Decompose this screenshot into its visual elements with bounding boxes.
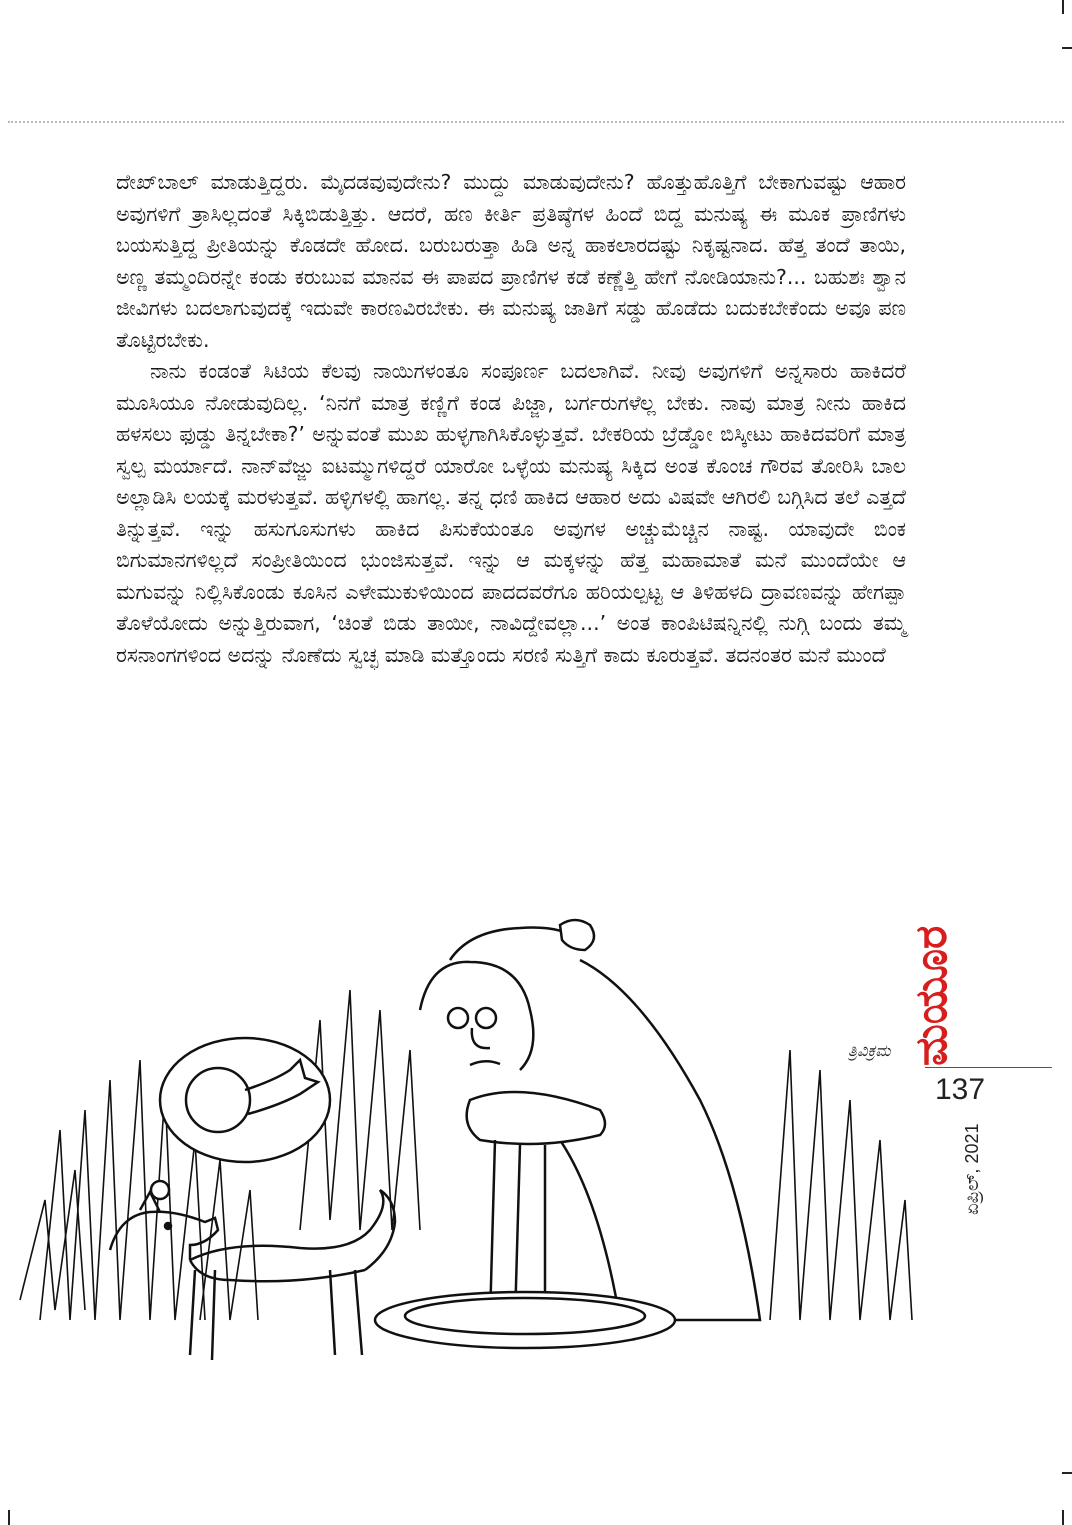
article-paragraph-1: ದೇಖ್‌ಬಾಲ್ ಮಾಡುತ್ತಿದ್ದರು. ಮೈದಡವುವುದೇನು? ಮುದ್ದು ಮಾಡುವುದೇನು? ಹೊತ್ತುಹೊತ್ತಿಗೆ ಬೇಕಾಗುವಷ್ಟು ಆಹಾರ ಅವುಗಳಿಗೆ ತ್ರಾಸಿಲ್ಲದಂತೆ ಸಿಕ್ಕಿಬಿಡುತ್ತಿತ್ತು. ಆದರೆ, ಹಣ ಕೀರ್ತಿ ಪ್ರತಿಷ್ಠೆಗಳ ಹಿಂದೆ ಬಿದ್ದ ಮನುಷ್ಯ ಈ ಮೂಕ ಪ್ರಾಣಿಗಳು ಬಯಸುತ್ತಿದ್ದ ಪ್ರೀತಿಯನ್ನು ಕೊಡದೇ ಹೋದ. ಬರುಬರುತ್ತಾ ಹಿಡಿ ಅನ್ನ ಹಾಕಲಾರದಷ್ಟು ನಿಕೃಷ್ಟನಾದ. ಹೆತ್ತ ತಂದೆ ತಾಯಿ, ಅಣ್ಣ ತಮ್ಮಂದಿರನ್ನೇ ಕಂಡು ಕರುಬುವ ಮಾನವ ಈ ಪಾಪದ ಪ್ರಾಣಿಗಳ ಕಡೆ ಕಣ್ಣೆತ್ತಿ ಹೇಗೆ ನೋಡಿಯಾನು?... ಬಹುಶಃ ಶ್ವಾನ ಜೀವಿಗಳು ಬದಲಾಗುವುದಕ್ಕೆ ಇದುವೇ ಕಾರಣವಿರಬೇಕು. ಈ ಮನುಷ್ಯ ಜಾತಿಗೆ ಸಡ್ಡು ಹೊಡೆದು ಬದುಕಬೇಕೆಂದು ಅವೂ ಪಣ ತೊಟ್ಟಿರಬೇಕು.: [116, 170, 906, 352]
article-body: [116, 167, 906, 671]
magazine-title: ಮಯೂರ: [906, 925, 957, 1066]
crop-mark-bottom-right: [1062, 1510, 1064, 1525]
issue-date: ಏಪ್ರಿಲ್, 2021: [962, 1123, 982, 1215]
crop-mark-top-right: [1062, 0, 1064, 14]
crop-mark-right-lower: [1062, 1472, 1072, 1474]
plate: [375, 1292, 675, 1348]
crop-mark-right-upper: [1062, 47, 1072, 49]
crop-mark-bottom-left: [8, 1510, 10, 1525]
page-number: 137: [935, 1073, 986, 1106]
article-paragraph-2: ನಾನು ಕಂಡಂತೆ ಸಿಟಿಯ ಕೆಲವು ನಾಯಿಗಳಂತೂ ಸಂಪೂರ್ಣ ಬದಲಾಗಿವೆ. ನೀವು ಅವುಗಳಿಗೆ ಅನ್ನಸಾರು ಹಾಕಿದರೆ ಮೂಸಿಯೂ ನೋಡುವುದಿಲ್ಲ. ‘ನಿನಗೆ ಮಾತ್ರ ಕಣ್ಣಿಗೆ ಕಂಡ ಪಿಜ್ಜಾ, ಬರ್ಗರುಗಳೆಲ್ಲ ಬೇಕು. ನಾವು ಮಾತ್ರ ನೀನು ಹಾಕಿದ ಹಳಸಲು ಫುಡ್ಡು ತಿನ್ನಬೇಕಾ?’ ಅನ್ನುವಂತೆ ಮುಖ ಹುಳ್ಳಗಾಗಿಸಿಕೊಳ್ಳುತ್ತವೆ. ಬೇಕರಿಯ ಬ್ರೆಡ್ಡೋ ಬಿಸ್ಕೀಟು ಹಾಕಿದವರಿಗೆ ಮಾತ್ರ ಸ್ವಲ್ಪ ಮರ್ಯಾದೆ. ನಾನ್‌ವೆಜ್ಜು ಐಟಮ್ಮುಗಳಿದ್ದರೆ ಯಾರೋ ಒಳ್ಳೆಯ ಮನುಷ್ಯ ಸಿಕ್ಕಿದ ಅಂತ ಕೊಂಚ ಗೌರವ ತೋರಿಸಿ ಬಾಲ ಅಲ್ಲಾಡಿಸಿ ಲಯಕ್ಕೆ ಮರಳುತ್ತವೆ. ಹಳ್ಳಿಗಳಲ್ಲಿ ಹಾಗಲ್ಲ. ತನ್ನ ಧಣಿ ಹಾಕಿದ ಆಹಾರ ಅದು ವಿಷವೇ ಆಗಿರಲಿ ಬಗ್ಗಿಸಿದ ತಲೆ ಎತ್ತದೆ ತಿನ್ನುತ್ತವೆ. ಇನ್ನು ಹಸುಗೂಸುಗಳು ಹಾಕಿದ ಪಿಸುಕೆಯಂತೂ ಅವುಗಳ ಅಚ್ಚುಮೆಚ್ಚಿನ ನಾಷ್ಟ. ಯಾವುದೇ ಬಿಂಕ ಬಿಗುಮಾನಗಳಿಲ್ಲದೆ ಸಂಪ್ರೀತಿಯಿಂದ ಭುಂಜಿಸುತ್ತವೆ. ಇನ್ನು ಆ ಮಕ್ಕಳನ್ನು ಹೆತ್ತ ಮಹಾಮಾತೆ ಮನೆ ಮುಂದೆಯೇ ಆ ಮಗುವನ್ನು ನಿಲ್ಲಿಸಿಕೊಂಡು ಕೂಸಿನ ಎಳೇಮುಕುಳಿಯಿಂದ ಪಾದದವರೆಗೂ ಹರಿಯಲ್ಪಟ್ಟ ಆ ತಿಳಿಹಳದಿ ದ್ರಾವಣವನ್ನು ಹೇಗಪ್ಪಾ ತೊಳೆಯೋದು ಅನ್ನುತ್ತಿರುವಾಗ, ‘ಚಿಂತೆ ಬಿಡು ತಾಯೀ, ನಾವಿದ್ದೇವಲ್ಲಾ...’ ಅಂತ ಕಾಂಪಿಟಿಷನ್ನಿನಲ್ಲಿ ನುಗ್ಗಿ ಬಂದು ತಮ್ಮ ರಸನಾಂಗಗಳಿಂದ ಅದನ್ನು ನೊಣೆದು ಸ್ವಚ್ಛ ಮಾಡಿ ಮತ್ತೊಂದು ಸರಣಿ ಸುತ್ತಿಗೆ ಕಾದು ಕೂರುತ್ತವೆ. ತದನಂತರ ಮನೆ ಮುಂದೆ: [116, 359, 906, 667]
right-bush: [770, 1050, 912, 1320]
woman-figure: [420, 920, 760, 1320]
artist-signature: ತ್ರಿವಿಕ್ರಮ: [848, 1041, 891, 1060]
footer-rule: [925, 1067, 1052, 1068]
header-dotted-rule: [8, 121, 1064, 123]
thought-bubble: [151, 1038, 330, 1199]
